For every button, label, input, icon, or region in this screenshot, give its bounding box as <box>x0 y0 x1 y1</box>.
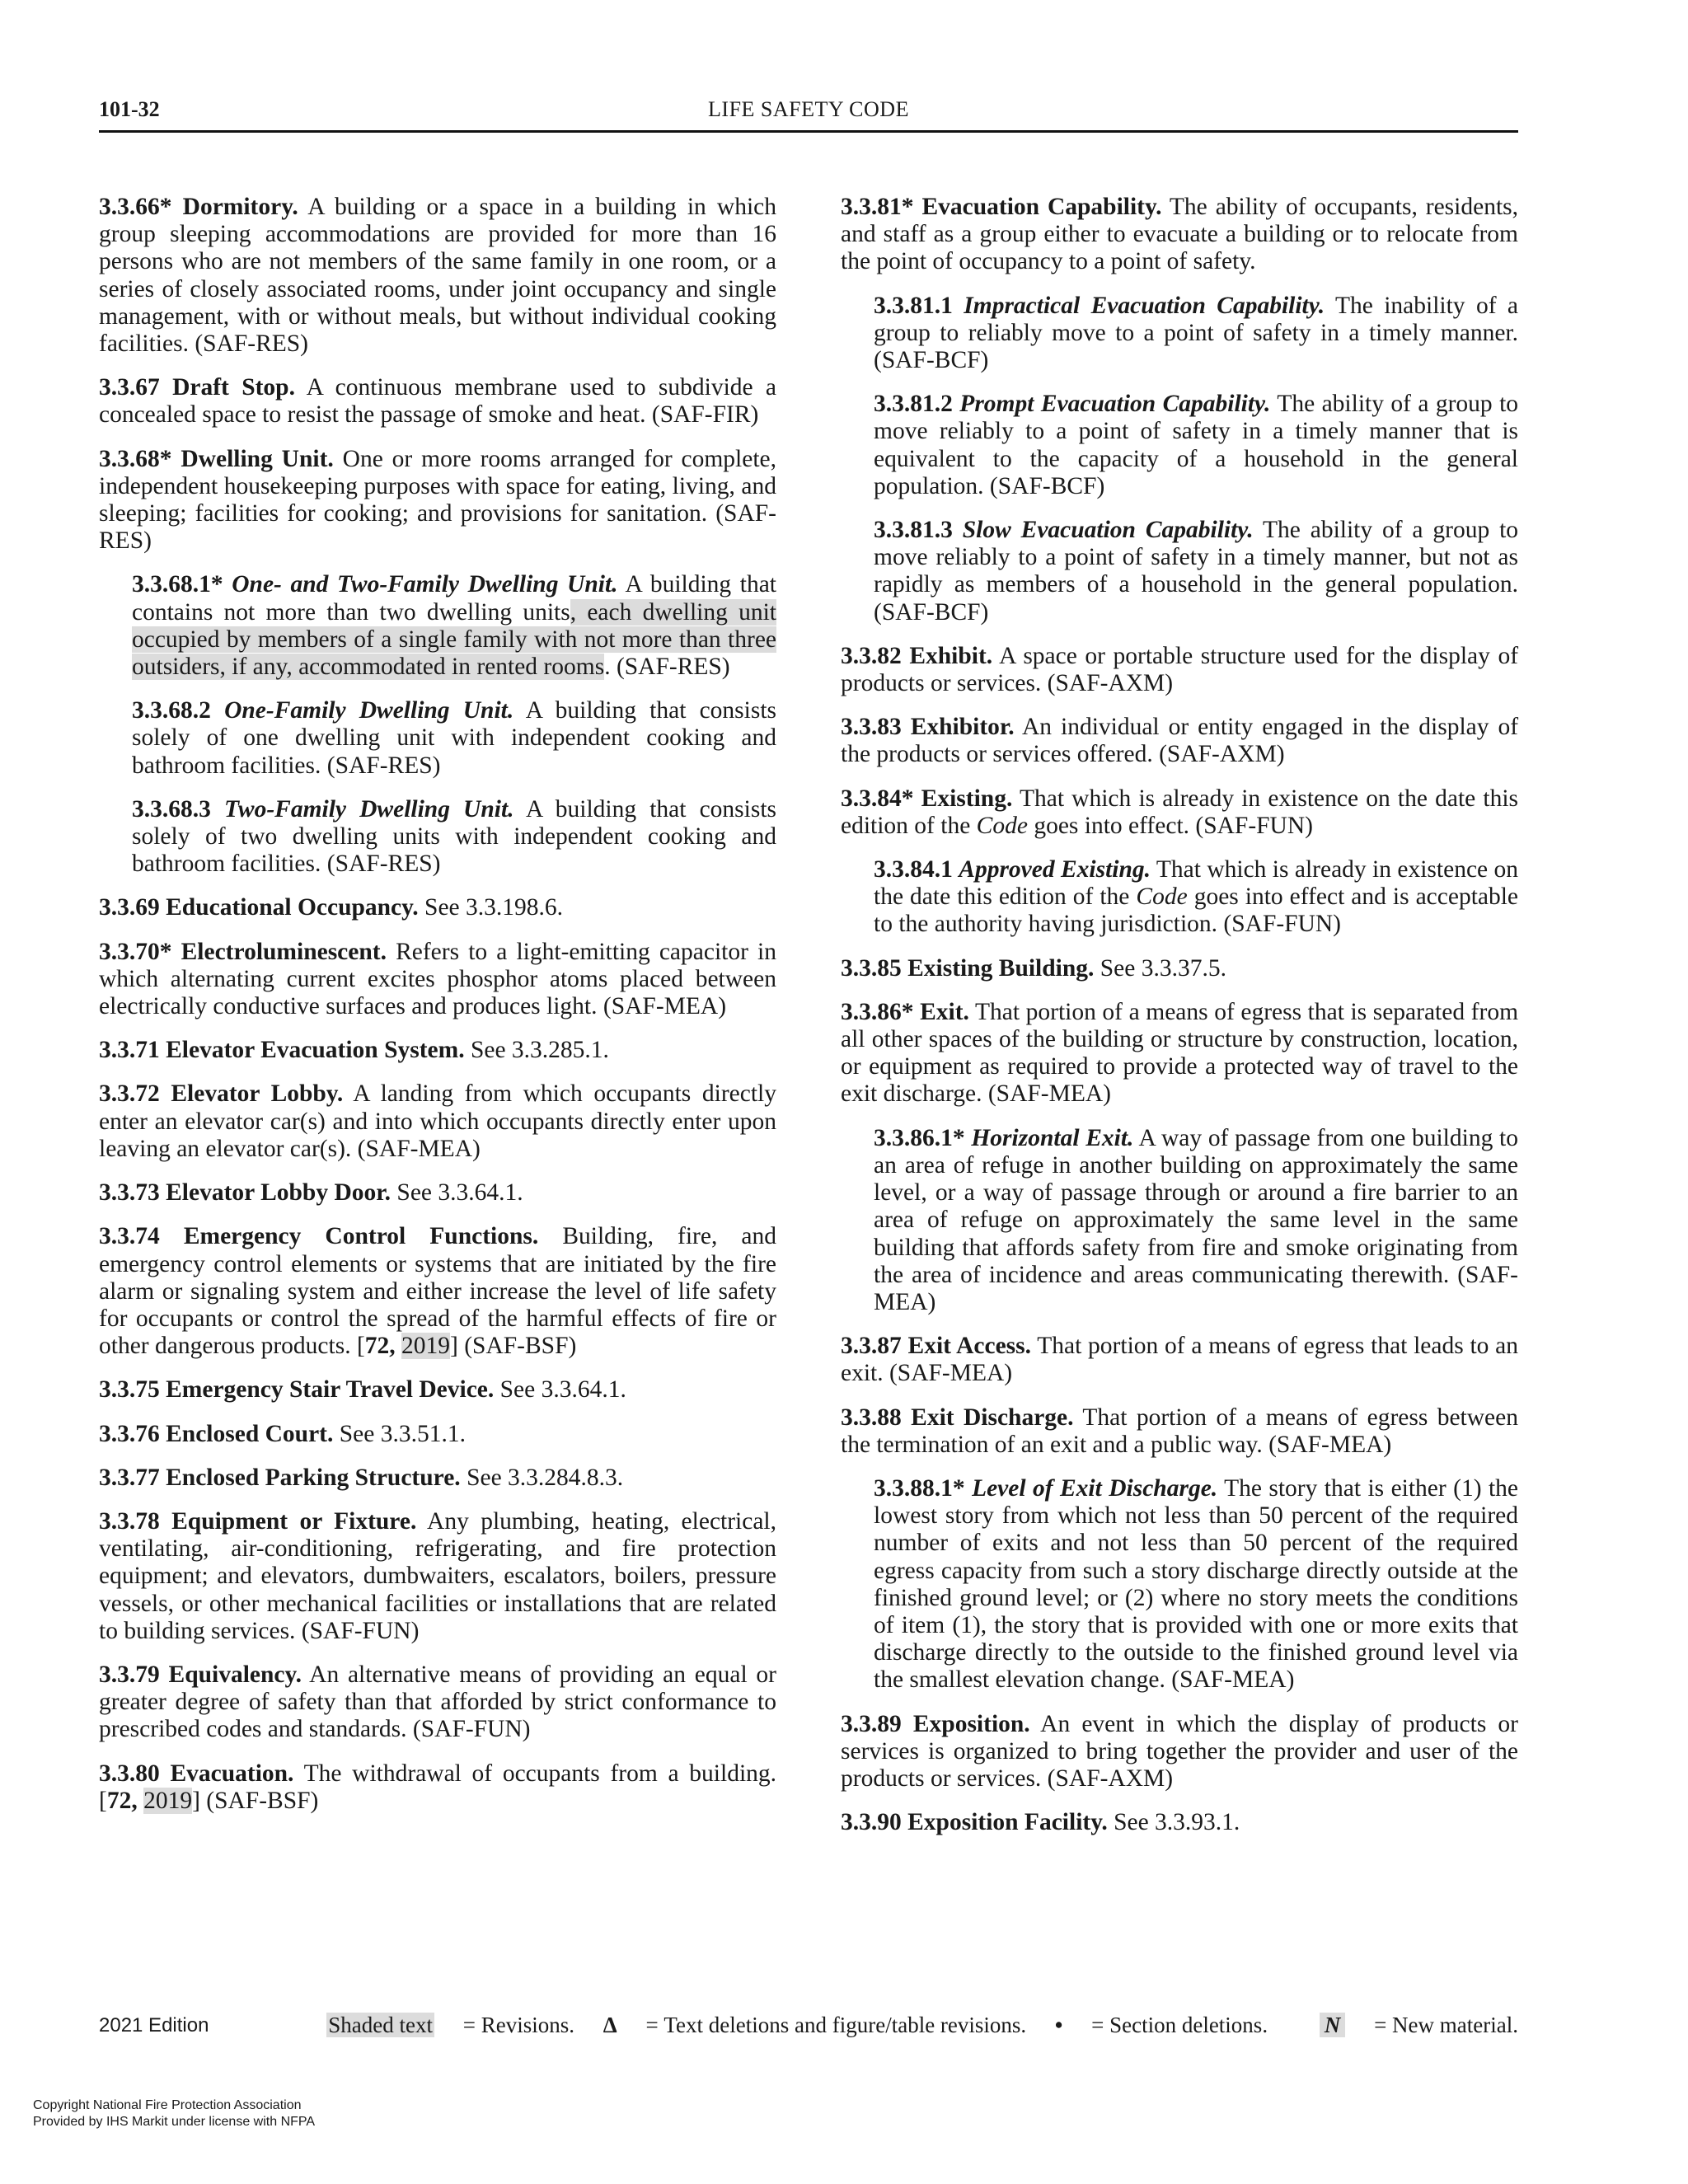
definition-entry: 3.3.68* Dwelling Unit. One or more rooms arranged for complete, independent housekeeping purposes with space for eating, living, and sleeping; facilities for cooking; and provisions for sanitation. (SAF-RES) <box>99 445 777 555</box>
definition-subentry: 3.3.81.2 Prompt Evacuation Capability. The ability of a group to move reliably to a point of safety in a timely manner that is equivalent to the capacity of a household in the general population. (SAF-BCF) <box>874 391 1519 499</box>
definition-entry: 3.3.71 Elevator Evacuation System. See 3.3.285.1. <box>99 1037 609 1064</box>
definition-subentry: 3.3.68.1* One- and Two-Family Dwelling Unit. A building that contains not more than two dwelling units, each dwelling unit occupied by members of a single family with not more than three outsiders, if any, accommodated in rented rooms. (SAF-RES) <box>132 571 776 681</box>
definition-subentry: 3.3.84.1 Approved Existing. That which is already in existence on the date this edition of the Code goes into effect and is acceptable to the authority having jurisdiction. (SAF-FUN) <box>874 856 1519 938</box>
page-header <box>99 92 1518 133</box>
definition-entry: 3.3.81* Evacuation Capability. The ability of occupants, residents, and staff as a group either to evacuate a building or to relocate from the point of occupancy to a point of safety. <box>841 194 1519 275</box>
left-column <box>99 194 776 1831</box>
definition-entry: 3.3.89 Exposition. An event in which the display of products or services is organized to bring together the provider and user of the products or services. (SAF-AXM) <box>841 1710 1518 1792</box>
definition-entry: 3.3.67 Draft Stop. A continuous membrane used to subdivide a concealed space to resist the passage of smoke and heat. (SAF-FIR) <box>99 374 777 429</box>
definition-subentry: 3.3.81.1 Impractical Evacuation Capability. The inability of a group to reliably move to a point of safety in a timely manner. (SAF-BCF) <box>874 292 1518 374</box>
definition-entry: 3.3.90 Exposition Facility. See 3.3.93.1. <box>841 1809 1240 1836</box>
definition-entry: 3.3.80 Evacuation. The withdrawal of occupants from a building. [72, 2019] (SAF-BSF) <box>99 1760 777 1814</box>
definition-entry: 3.3.78 Equipment or Fixture. Any plumbing, heating, electrical, ventilating, air-conditioning, refrigerating, and fire protection equipment; and elevators, dumbwaiters, escalators, boilers, pressure vessels, or other mechanical facilities or installations that are related to building services. (SAF-FUN) <box>99 1507 777 1644</box>
revision-shading: 2019 <box>401 1333 451 1360</box>
definition-entry: 3.3.66* Dormitory. A building or a space in a building in which group sleeping accommodations are provided for more than 16 persons who are not members of the same family in one room, or a series of closely associated rooms, under joint occupancy and single management, with or without meals, but without individual cooking facilities. (SAF-RES) <box>99 194 777 358</box>
revision-shading: 2019 <box>143 1787 193 1814</box>
definition-entry: 3.3.87 Exit Access. That portion of a means of egress that leads to an exit. (SAF-MEA) <box>841 1333 1519 1387</box>
edition-label: 2021 Edition <box>99 2014 209 2036</box>
revision-shading: , each dwelling unit occupied by members of a single family with not more than three outsiders, if any, accommodated in rented rooms <box>132 598 776 681</box>
definition-entry: 3.3.72 Elevator Lobby. A landing from which occupants directly enter an elevator car(s) and into which occupants directly enter upon leaving an elevator car(s). (SAF-MEA) <box>99 1080 776 1162</box>
definition-entry: 3.3.82 Exhibit. A space or portable structure used for the display of products or services. (SAF-AXM) <box>841 642 1519 697</box>
delta-icon: Δ <box>603 2013 617 2037</box>
definition-entry: 3.3.73 Elevator Lobby Door. See 3.3.64.1. <box>99 1179 523 1207</box>
definition-subentry: 3.3.68.3 Two-Family Dwelling Unit. A building that consists solely of two dwelling units with independent cooking and bathroom facilities. (SAF-RES) <box>132 795 776 878</box>
definition-entry: 3.3.86* Exit. That portion of a means of egress that is separated from all other spaces of the building or structure by construction, location, or equipment as required to provide a protected way of travel to the exit discharge. (SAF-MEA) <box>841 998 1519 1108</box>
copyright-notice: Copyright National Fire Protection Association Provided by IHS Markit under license with NFPA <box>33 2098 316 2129</box>
shaded-text-sample: Shaded text <box>328 2013 434 2037</box>
definition-entry: 3.3.70* Electroluminescent. Refers to a light-emitting capacitor in which alternating current excites phosphor atoms placed between electrically conductive surfaces and produces light. (SAF-MEA) <box>99 938 776 1020</box>
definition-entry: 3.3.75 Emergency Stair Travel Device. See 3.3.64.1. <box>99 1376 626 1404</box>
definition-entry: 3.3.77 Enclosed Parking Structure. See 3.3.284.8.3. <box>99 1464 624 1491</box>
page-number: 101-32 <box>99 97 160 121</box>
right-column <box>841 194 1518 1853</box>
definition-entry: 3.3.83 Exhibitor. An individual or entity engaged in the display of the products or services offered. (SAF-AXM) <box>841 714 1519 768</box>
bullet-icon: • <box>1054 2013 1063 2037</box>
definition-entry: 3.3.85 Existing Building. See 3.3.37.5. <box>841 954 1226 982</box>
definition-entry: 3.3.84* Existing. That which is already in existence on the date this edition of the Code goes into effect. (SAF-FUN) <box>841 785 1519 839</box>
definition-entry: 3.3.74 Emergency Control Functions. Building, fire, and emergency control elements or systems that are initiated by the fire alarm or signaling system and either increase the level of life safety for occupants or control the spread of the harmful effects of fire or other dangerous products. [72, 2019] (SAF-BSF) <box>99 1223 777 1360</box>
definition-entry: 3.3.69 Educational Occupancy. See 3.3.198.6. <box>99 894 563 921</box>
definition-entry: 3.3.79 Equivalency. An alternative means of providing an equal or greater degree of safety than that afforded by strict conformance to prescribed codes and standards. (SAF-FUN) <box>99 1661 776 1743</box>
revision-legend: Shaded text = Revisions. Δ = Text deletions and figure/table revisions. • = Section deletions. N = New material. <box>328 2013 1518 2037</box>
new-material-icon: N <box>1320 2013 1346 2037</box>
running-title: LIFE SAFETY CODE <box>708 97 909 121</box>
definition-subentry: 3.3.88.1* Level of Exit Discharge. The story that is either (1) the lowest story from which not less than 50 percent of the required number of exits and not less than 50 percent of the required egress capacity from such a story discharge directly outside at the finished ground level; or (2) where no story meets the conditions of item (1), the story that is provided with one or more exits that discharge directly to the outside to the finished ground level via the smallest elevation change. (SAF-MEA) <box>874 1474 1519 1694</box>
page-footer <box>99 2011 1518 2044</box>
definition-subentry: 3.3.68.2 One-Family Dwelling Unit. A building that consists solely of one dwelling unit with independent cooking and bathroom facilities. (SAF-RES) <box>132 697 776 779</box>
definition-subentry: 3.3.81.3 Slow Evacuation Capability. The ability of a group to move reliably to a point of safety in a timely manner, but not as rapidly as members of a household in the general population. (SAF-BCF) <box>874 517 1519 626</box>
definition-subentry: 3.3.86.1* Horizontal Exit. A way of passage from one building to an area of refuge in another building on approximately the same level, or a way of passage through or around a fire barrier to an area of refuge on approximately the same level in the same building that affords safety from fire and smoke originating from the area of incidence and areas communicating therewith. (SAF-MEA) <box>874 1124 1518 1315</box>
definition-entry: 3.3.76 Enclosed Court. See 3.3.51.1. <box>99 1420 466 1447</box>
definition-entry: 3.3.88 Exit Discharge. That portion of a means of egress between the termination of an exit and a public way. (SAF-MEA) <box>841 1404 1518 1458</box>
